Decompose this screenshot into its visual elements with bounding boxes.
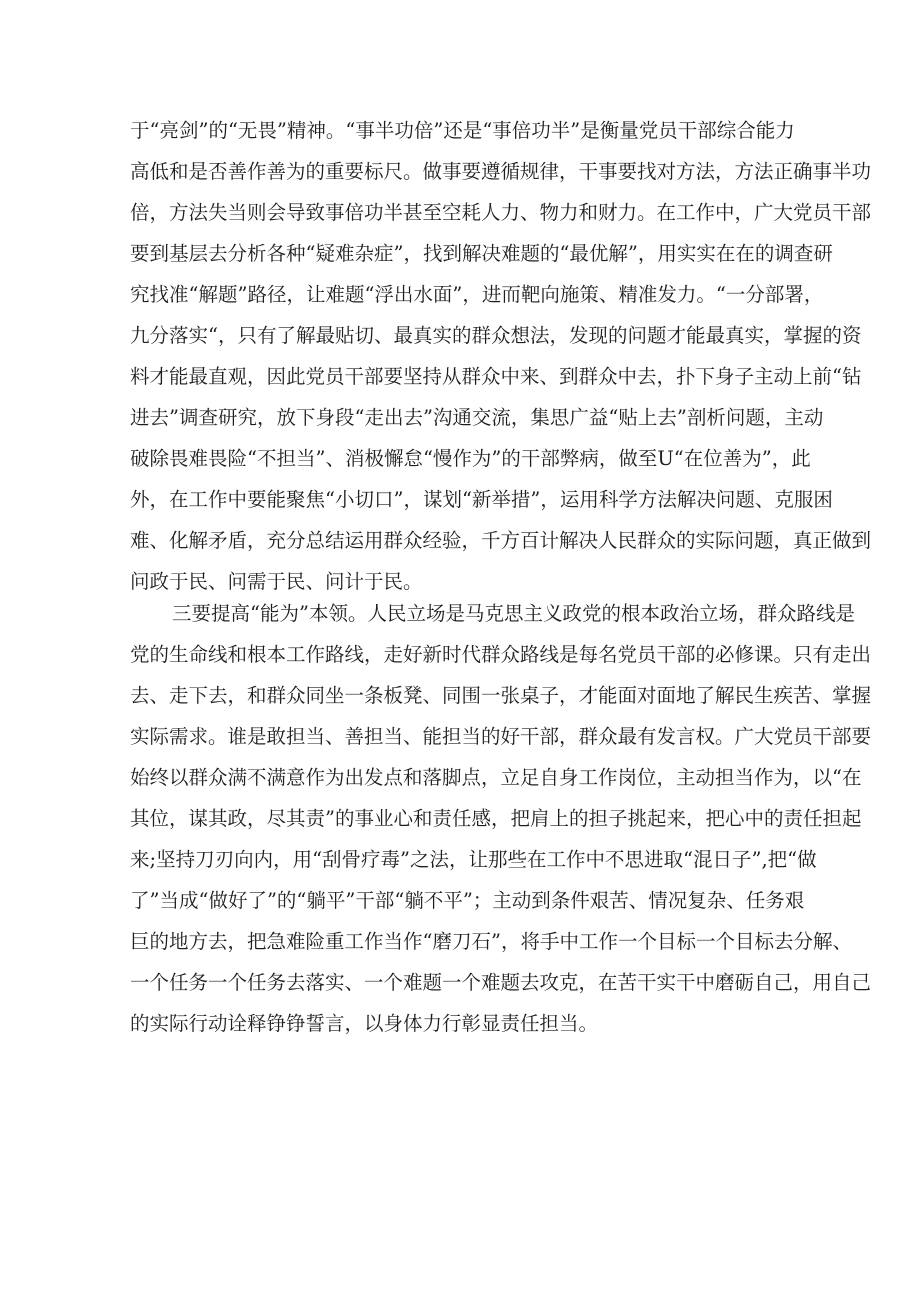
text-line: 倍，方法失当则会导致事倍功半甚至空耗人力、物力和财力。在工作中，广大党员干部 — [130, 201, 872, 224]
text-line: 其位，谋其政，尽其责”的事业心和责任感，把肩上的担子挑起来，把心中的责任担起 — [130, 807, 862, 830]
text-line: 究找准“解题”路径，让难题“浮出水面”，进而靶向施策、精准发力。“一分部署， — [130, 283, 824, 306]
text-line: 巨的地方去，把急难险重工作当作“磨刀石”，将手中工作一个目标一个目标去分解、 — [130, 930, 852, 953]
text-line: 进去”调查研究，放下身段“走出去”沟通交流，集思广益“贴上去”剖析问题，主动 — [130, 406, 824, 429]
paragraph-2 — [130, 593, 872, 1044]
text-line: 高低和是否善作善为的重要标尺。做事要遵循规律，干事要找对方法，方法正确事半功 — [130, 160, 872, 183]
text-line: 了”当成“做好了”的“躺平”干部“躺不平”；主动到条件艰苦、情况复杂、任务艰 — [130, 889, 805, 912]
text-line: 于“亮剑”的“无畏”精神。“事半功倍”还是“事倍功半”是衡量党员干部综合能力 — [130, 119, 795, 142]
text-line: 要到基层去分析各种“疑难杂症”，找到解决难题的“最优解”，用实实在在的调查研 — [130, 242, 833, 265]
text-line: 始终以群众满不满意作为出发点和落脚点，立足自身工作岗位，主动担当作为，以“在 — [130, 766, 862, 789]
text-line: 问政于民、问需于民、问计于民。 — [130, 570, 423, 593]
text-line: 料才能最直观，因此党员干部要坚持从群众中来、到群众中去，扑下身子主动上前“钻 — [130, 365, 862, 388]
paragraph-1 — [130, 110, 872, 602]
text-line: 破除畏难畏险“不担当”、消极懈怠“慢作为”的干部弊病，做至U“在位善为”，此 — [130, 447, 811, 470]
text-line: 九分落实“，只有了解最贴切、最真实的群众想法，发现的问题才能最真实，掌握的资 — [130, 324, 862, 347]
text-line: 外，在工作中要能聚焦“小切口”，谋划“新举措”，运用科学方法解决问题、克服困 — [130, 488, 833, 511]
text-line: 的实际行动诠释铮铮誓言，以身体力行彰显责任担当。 — [130, 1012, 599, 1035]
text-line: 难、化解矛盾，充分总结运用群众经验，千方百计解决人民群众的实际问题，真正做到 — [130, 529, 872, 552]
text-line: 党的生命线和根本工作路线，走好新时代群众路线是每名党员干部的必修课。只有走出 — [130, 643, 872, 666]
text-line: 去、走下去，和群众同坐一条板凳、同围一张桌子，才能面对面地了解民生疾苦、掌握 — [130, 684, 872, 707]
text-line: 三要提高“能为”本领。人民立场是马克思主义政党的根本政治立场，群众路线是 — [172, 602, 855, 625]
text-line: 来;坚持刀刃向内，用“刮骨疗毒”之法，让那些在工作中不思进取“混日子”,把“做 — [130, 848, 817, 871]
text-line: 一个任务一个任务去落实、一个难题一个难题去攻克，在苦干实干中磨砺自己，用自己 — [130, 971, 872, 994]
text-line: 实际需求。谁是敢担当、善担当、能担当的好干部，群众最有发言权。广大党员干部要 — [130, 725, 872, 748]
